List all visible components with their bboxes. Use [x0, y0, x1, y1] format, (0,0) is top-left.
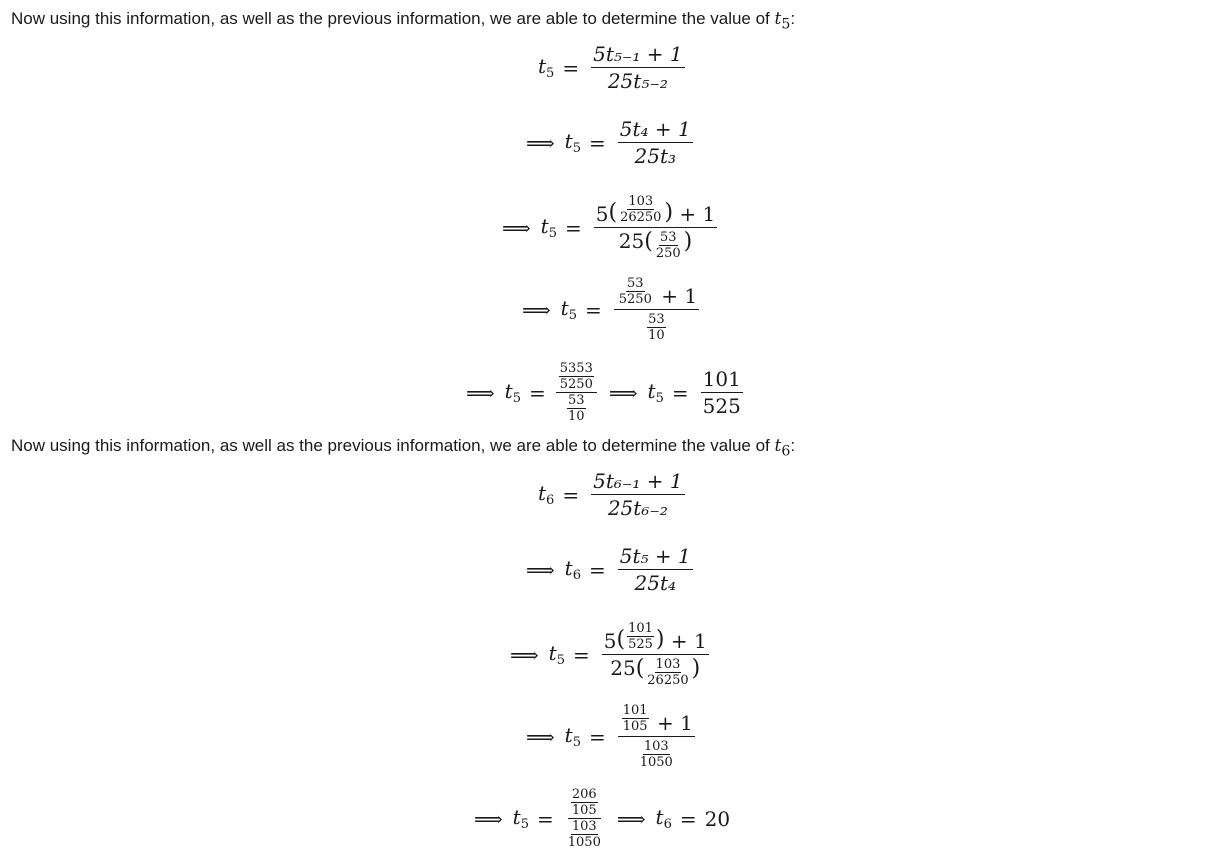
t5-eq-3-inner-num: 103	[628, 194, 654, 209]
t5-eq-2-num: 5t₄ + 1	[619, 117, 691, 141]
intro-t6-var: $t_6$	[774, 436, 791, 460]
t6-eq-2-num: 5t₅ + 1	[619, 544, 691, 568]
t6-eq-1: $t_6$ = $\frac{\text{5t₆₋₁ + 1}}{\text{25t₆₋₂}}$	[538, 469, 683, 520]
t5-result-den: 525	[702, 394, 741, 418]
t5-eq-3-inner-den: 26250	[620, 210, 662, 225]
intro-t5	[11, 9, 795, 34]
t6-eq-3-inner-den: 525	[628, 637, 653, 652]
intro-t5-var: $t_5$	[774, 9, 791, 33]
t5-eq-5: ⟹ $t_5$ = $\frac{\frac{5353}{5250}}{\frac{53}{10}}$ ⟹ $t_5$ = $\frac{101}{525}$	[466, 361, 741, 424]
t6-eq-5-a2: 105	[571, 803, 597, 818]
t5-eq-2: ⟹ $t_5$ = $\frac{\text{5t₄ + 1}}{\text{25t₃}}$	[526, 117, 691, 168]
t5-eq-1-num: 5t₅₋₁ + 1	[593, 42, 683, 66]
intro-t6	[11, 436, 795, 461]
t6-eq-5-a3: 103	[571, 819, 597, 834]
t6-eq-3: ⟹ $t_5$ = 5 ( $\frac{101}{525}$ ) + 1 25 ( $\frac{103}{26250}$ )	[510, 621, 707, 688]
intro-t5-colon: :	[790, 9, 796, 28]
t5-eq-4-n2: 5250	[618, 292, 652, 307]
t5-eq-4-n1: 53	[627, 276, 644, 291]
t5-eq-4-d2: 10	[648, 328, 665, 343]
t6-eq-3-inner-num: 101	[628, 621, 653, 636]
t6-eq-1-den: 25t₆₋₂	[607, 496, 668, 520]
t5-eq-3: ⟹ $t_5$ = 5 ( $\frac{103}{26250}$ ) + 1 25 ( $\frac{53}{250}$ )	[502, 194, 716, 261]
t5-result-num: 101	[702, 367, 741, 391]
t6-result: 20	[704, 806, 731, 831]
t6-eq-3-inner2-num: 103	[655, 657, 681, 672]
t6-eq-5: ⟹ $t_5$ = $\frac{\frac{206}{105}}{\frac{103}{1050}}$ ⟹ $t_6$ = 20	[474, 787, 731, 850]
t5-eq-4: ⟹ $t_5$ = $\frac{53}{5250}$ + 1 $\frac{53}{10}$	[522, 276, 698, 343]
t6-eq-5-a1: 206	[571, 787, 597, 802]
t6-eq-4-d2: 1050	[639, 755, 673, 770]
t5-eq-3-inner2-den: 250	[655, 246, 681, 261]
t5-eq-5-a1: 5353	[559, 361, 593, 376]
t5-eq-3-inner2-num: 53	[659, 230, 677, 245]
t6-eq-1-num: 5t₆₋₁ + 1	[593, 469, 683, 493]
t5-eq-2-den: 25t₃	[634, 144, 677, 168]
t6-eq-5-a4: 1050	[567, 835, 601, 850]
t5-eq-1: $t_5$ = $\frac{\text{5t₅₋₁ + 1}}{\text{25t₅₋₂}}$	[538, 42, 683, 93]
t6-eq-2: ⟹ $t_6$ = $\frac{\text{5t₅ + 1}}{\text{25t₄}}$	[526, 544, 691, 595]
t5-eq-5-a4: 10	[568, 409, 585, 424]
t5-eq-5-a2: 5250	[559, 377, 593, 392]
t6-eq-2-den: 25t₄	[634, 571, 677, 595]
t6-eq-4-n1: 101	[622, 703, 648, 718]
t5-eq-4-d1: 53	[648, 312, 665, 327]
t6-eq-4-n2: 105	[622, 719, 648, 734]
intro-t6-text: Now using this information, as well as the previous information, we are able to determine the value of	[11, 436, 775, 455]
t6-eq-4: ⟹ $t_5$ = $\frac{101}{105}$ + 1 $\frac{103}{1050}$	[526, 703, 693, 770]
t5-eq-5-a3: 53	[568, 393, 585, 408]
t6-eq-4-d1: 103	[643, 739, 669, 754]
intro-t6-colon: :	[790, 436, 796, 455]
t6-eq-3-inner2-den: 26250	[647, 673, 689, 688]
intro-t5-text: Now using this information, as well as the previous information, we are able to determine the value of	[11, 9, 775, 28]
t5-eq-1-den: 25t₅₋₂	[607, 69, 668, 93]
